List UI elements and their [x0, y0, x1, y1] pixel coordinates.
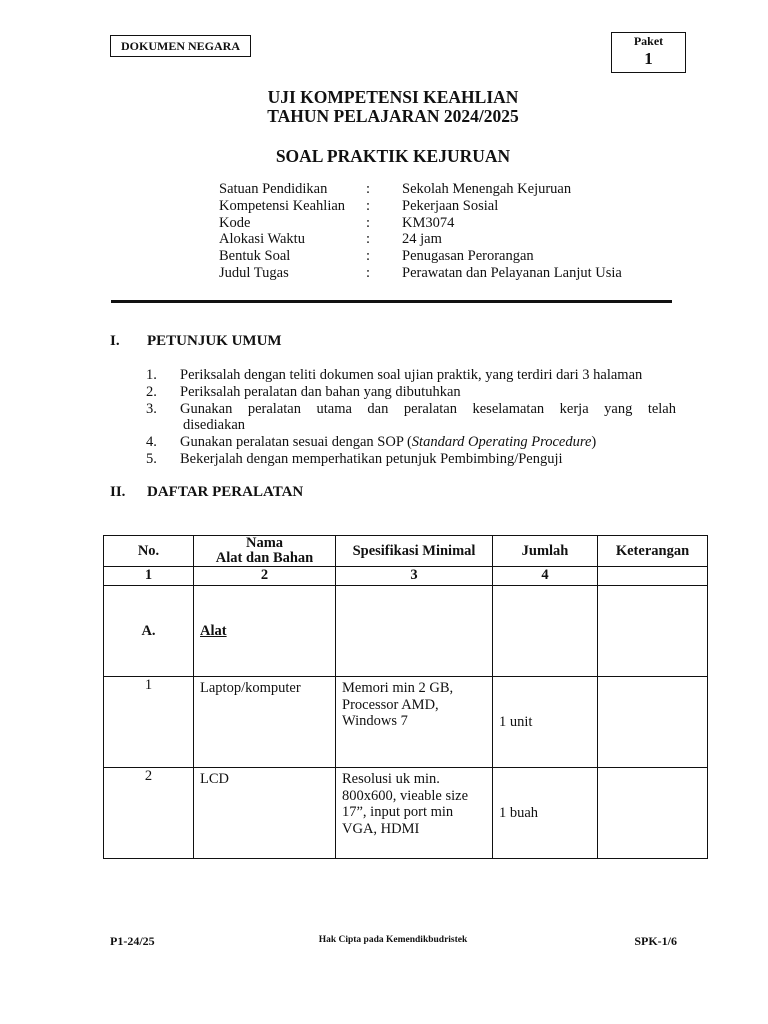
- col-header-jumlah: Jumlah: [493, 536, 598, 567]
- row-spec: [336, 677, 492, 732]
- title-line-3: SOAL PRAKTIK KEJURUAN: [275, 146, 511, 166]
- group-name: Alat: [200, 622, 227, 639]
- header-divider: [111, 300, 672, 303]
- row-number-cell: [104, 768, 194, 859]
- list-item-text: Bekerjalah dengan memperhatikan petunjuk Pembimbing/Penguji: [180, 450, 563, 467]
- list-item: [146, 367, 676, 384]
- info-row: [219, 181, 622, 198]
- list-item-text: ): [591, 434, 597, 451]
- index-cell: 1: [104, 567, 194, 586]
- row-spec-cell: [336, 677, 493, 768]
- col-header-nama-line2: Alat dan Bahan: [215, 550, 314, 566]
- row-qty: 1 unit: [499, 713, 533, 730]
- section-1-title: PETUNJUK UMUM: [147, 333, 282, 349]
- instructions-list: [146, 367, 676, 468]
- row-qty-cell: [493, 677, 598, 768]
- info-key: Bentuk Soal: [219, 248, 291, 265]
- list-item-number: 5.: [146, 450, 157, 467]
- spec-line: Windows 7: [342, 713, 408, 729]
- index-cell: 3: [336, 567, 493, 586]
- info-row: [219, 198, 622, 215]
- info-key: Judul Tugas: [219, 264, 289, 281]
- col-header-spesifikasi: Spesifikasi Minimal: [336, 536, 493, 567]
- footer-center: Hak Cipta pada Kemendikbudristek: [318, 935, 468, 945]
- list-item-number: 1.: [146, 367, 157, 383]
- index-cell: 4: [493, 567, 598, 586]
- paket-number: 1: [644, 49, 653, 68]
- table-group-row: [104, 586, 708, 677]
- list-item: [146, 384, 676, 401]
- spec-line: Resolusi uk min.: [342, 771, 440, 787]
- info-sep: :: [366, 181, 371, 197]
- info-value: Sekolah Menengah Kejuruan: [402, 181, 572, 197]
- list-item: [146, 401, 676, 418]
- row-number: 2: [144, 768, 153, 784]
- spec-line: VGA, HDMI: [342, 820, 420, 837]
- footer-left: P1-24/25: [110, 934, 155, 948]
- row-qty: 1 buah: [499, 804, 539, 821]
- info-row: [219, 248, 622, 265]
- list-item-number: 4.: [146, 434, 157, 451]
- row-name: Laptop/komputer: [200, 680, 301, 696]
- index-cell: [598, 567, 708, 586]
- info-row: [219, 231, 622, 248]
- table-cell: [493, 586, 598, 677]
- list-item-text: Periksalah peralatan dan bahan yang dibutuhkan: [180, 383, 461, 400]
- info-key: Satuan Pendidikan: [219, 181, 328, 197]
- list-item: [146, 434, 676, 451]
- table-cell: [336, 586, 493, 677]
- section-2-heading: [110, 484, 410, 502]
- info-sep: :: [366, 197, 371, 214]
- table-index-row: [104, 567, 708, 586]
- section-1-number: I.: [110, 333, 120, 349]
- list-item: [146, 451, 676, 468]
- table-header-row: [104, 536, 708, 567]
- info-key: Alokasi Waktu: [219, 231, 305, 248]
- spec-line: 17”, input port min: [342, 804, 454, 820]
- spec-line: Memori min 2 GB,: [342, 680, 454, 696]
- info-sep: :: [366, 214, 371, 231]
- info-value: Perawatan dan Pelayanan Lanjut Usia: [402, 264, 622, 281]
- info-row: [219, 215, 622, 232]
- row-name-cell: [194, 677, 336, 768]
- list-item-continuation: disediakan: [183, 417, 246, 434]
- row-note-cell: [598, 768, 708, 859]
- row-qty-cell: [493, 768, 598, 859]
- info-row: [219, 265, 622, 282]
- info-sep: :: [366, 264, 371, 281]
- info-table: [219, 181, 622, 282]
- info-value: 24 jam: [402, 231, 442, 248]
- row-number: 1: [144, 677, 153, 693]
- row-note-cell: [598, 677, 708, 768]
- doc-label-box: [110, 35, 251, 57]
- table-row: [104, 677, 708, 768]
- group-name-cell: [194, 586, 336, 677]
- list-item-emphasis: Standard Operating Procedure: [411, 434, 592, 451]
- info-value: Penugasan Perorangan: [402, 248, 534, 265]
- spec-line: Processor AMD,: [342, 696, 439, 713]
- doc-label: DOKUMEN NEGARA: [121, 39, 240, 53]
- section-2-title: DAFTAR PERALATAN: [147, 484, 304, 500]
- info-value: Pekerjaan Sosial: [402, 197, 499, 214]
- col-header-no: No.: [104, 536, 194, 567]
- paket-label: Paket: [633, 34, 664, 48]
- title-line-1: UJI KOMPETENSI KEAHLIAN: [267, 87, 519, 107]
- info-sep: :: [366, 231, 371, 248]
- list-item-number: 2.: [146, 383, 157, 400]
- info-key: Kode: [219, 214, 251, 231]
- list-item-number: 3.: [146, 400, 157, 417]
- info-value: KM3074: [402, 214, 455, 231]
- section-2-number: II.: [110, 484, 126, 500]
- footer-right: SPK-1/6: [634, 934, 677, 948]
- equipment-table: [103, 535, 708, 859]
- list-item-text: Periksalah dengan teliti dokumen soal ujian praktik, yang terdiri dari 3 halaman: [180, 367, 643, 383]
- info-key: Kompetensi Keahlian: [219, 197, 346, 214]
- title-line-2: TAHUN PELAJARAN 2024/2025: [267, 106, 519, 126]
- col-header-nama: [194, 536, 336, 567]
- row-name: LCD: [200, 771, 229, 787]
- table-cell: [598, 586, 708, 677]
- spec-line: 800x600, vieable size: [342, 787, 469, 804]
- group-number: A.: [104, 586, 194, 677]
- row-number-cell: [104, 677, 194, 768]
- section-1-heading: [110, 333, 410, 351]
- col-header-keterangan: Keterangan: [598, 536, 708, 567]
- index-cell: 2: [194, 567, 336, 586]
- row-spec-cell: [336, 768, 493, 859]
- paket-box: [611, 32, 686, 73]
- list-item-text: Gunakan peralatan sesuai dengan SOP (: [180, 434, 412, 451]
- row-name-cell: [194, 768, 336, 859]
- col-header-nama-line1: Nama: [245, 535, 284, 551]
- info-sep: :: [366, 248, 371, 265]
- list-item-text: Gunakan peralatan utama dan peralatan keselamatan kerja yang telah: [180, 400, 676, 417]
- table-row: [104, 768, 708, 859]
- row-spec: [336, 768, 492, 839]
